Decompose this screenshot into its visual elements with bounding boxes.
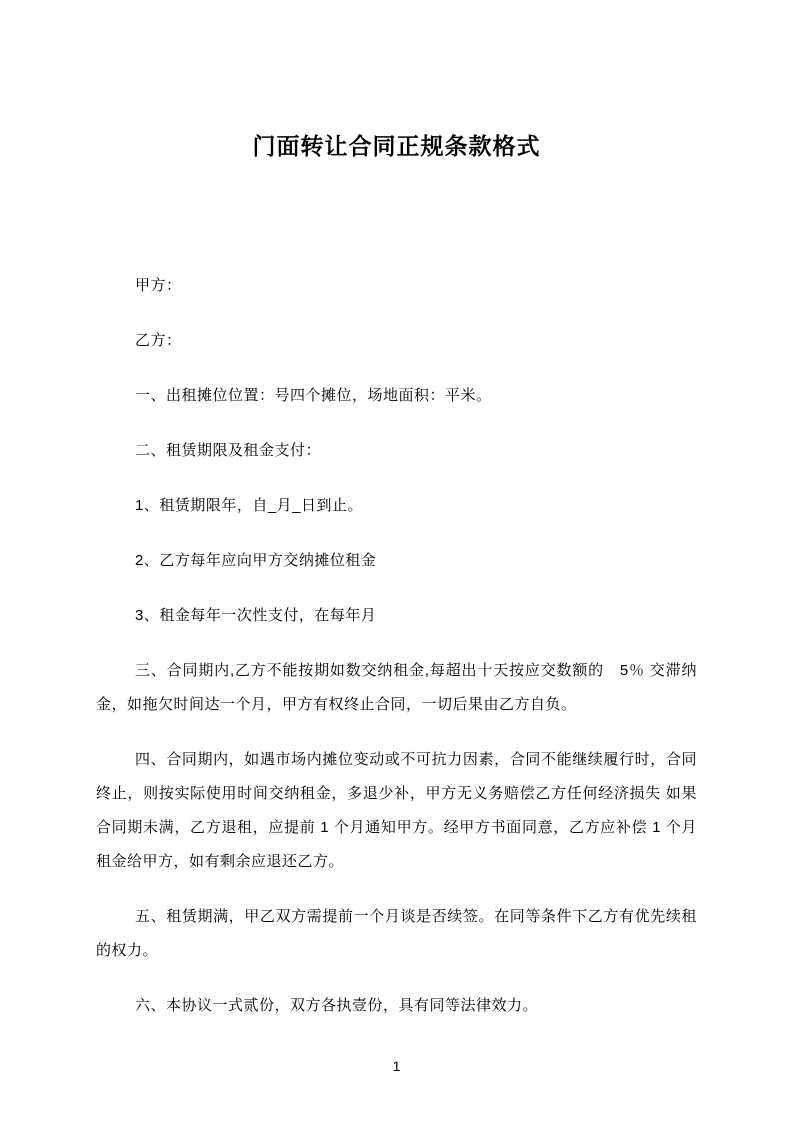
paragraph-clause-2-2: 2、乙方每年应向甲方交纳摊位租金 <box>135 552 377 569</box>
paragraph-party-b: 乙方： <box>135 332 182 349</box>
document-body <box>96 269 697 1023</box>
paragraph-clause-2-1: 1、租赁期限年，自_月_日到止。 <box>135 497 364 514</box>
page-number: 1 <box>392 1058 401 1074</box>
paragraph-party-a: 甲方： <box>135 277 182 294</box>
document-title: 门面转让合同正规条款格式 <box>252 133 541 159</box>
paragraph-clause-6: 六、本协议一式贰份，双方各执壹份，具有同等法律效力。 <box>135 997 539 1014</box>
paragraph-clause-4: 四、合同期内，如遇市场内摊位变动或不可抗力因素，合同不能继续履行时，合同终止，则按实际使用时间交纳租金，多退少补，甲方无义务赔偿乙方任何经济损失 如果合同期未满，乙方退租，应提前 1 个月通知甲方。经甲方书面同意，乙方应补偿 1 个月租金给甲方，如有剩余应退还乙方。 <box>96 751 697 870</box>
paragraph-clause-2-3: 3、租金每年一次性支付，在每年月 <box>135 607 377 624</box>
paragraph-clause-1: 一、出租摊位位置：号四个摊位，场地面积：平米。 <box>135 387 492 404</box>
paragraph-clause-5: 五、租赁期满，甲乙双方需提前一个月谈是否续签。在同等条件下乙方有优先续租的权力。 <box>96 908 697 959</box>
paragraph-clause-2: 二、租赁期限及租金支付： <box>135 442 322 459</box>
paragraph-clause-3: 三、合同期内,乙方不能按期如数交纳租金,每超出十天按应交数额的 5％ 交滞纳金，如拖欠时间达一个月，甲方有权终止合同，一切后果由乙方自负。 <box>96 662 697 713</box>
